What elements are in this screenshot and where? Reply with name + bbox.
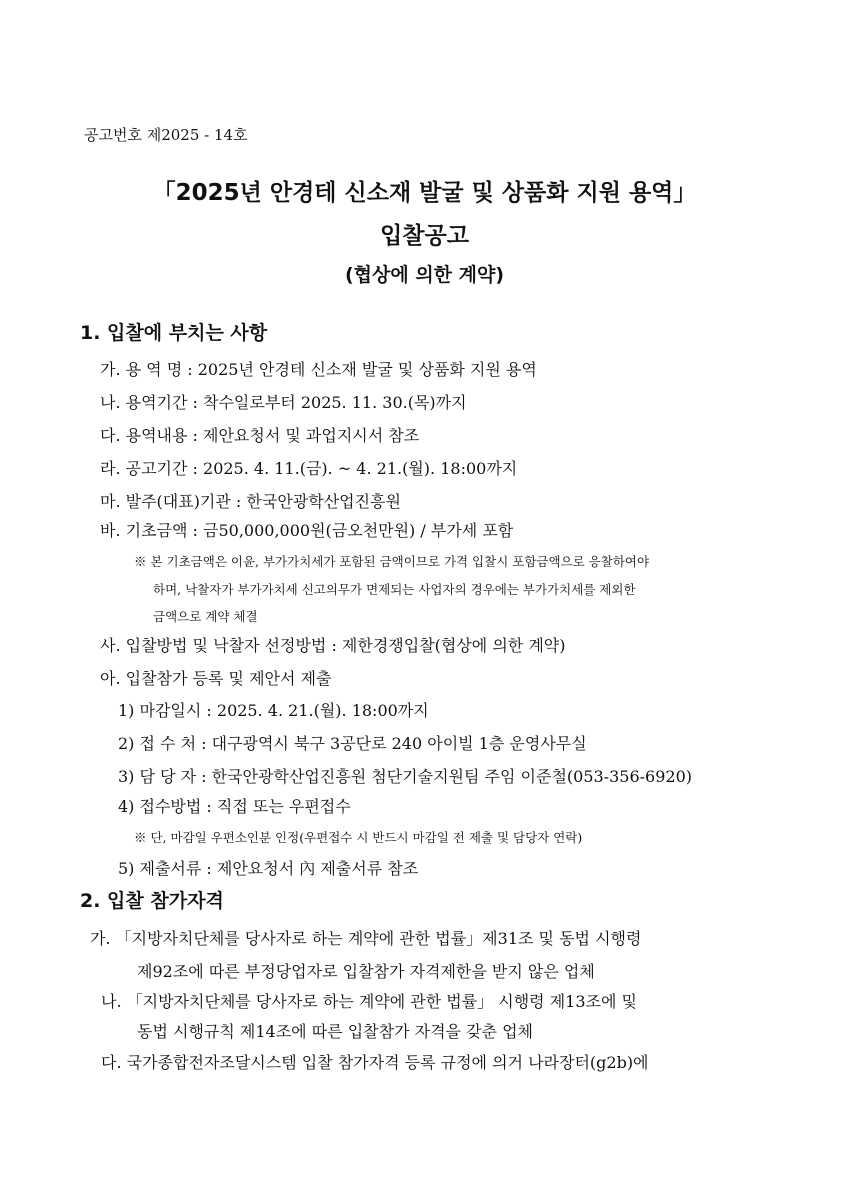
registration-method: 4) 접수방법 : 직접 또는 우편접수 <box>118 797 351 816</box>
price-note-line-3: 금액으로 계약 체결 <box>153 609 258 624</box>
section-1-item-da: 다. 용역내용 : 제안요청서 및 과업지시서 참조 <box>100 426 420 445</box>
section-1-heading: 1. 입찰에 부치는 사항 <box>80 322 268 344</box>
section-1-item-sa: 사. 입찰방법 및 낙찰자 선정방법 : 제한경쟁입찰(협상에 의한 계약) <box>100 636 566 655</box>
section-2-heading: 2. 입찰 참가자격 <box>80 890 224 912</box>
section-1-item-ra: 라. 공고기간 : 2025. 4. 11.(금). ~ 4. 21.(월). 18:00까지 <box>100 459 518 478</box>
registration-documents: 5) 제출서류 : 제안요청서 內 제출서류 참조 <box>118 859 419 878</box>
qualification-ga-line-1: 가. 「지방자치단체를 당사자로 하는 계약에 관한 법률」제31조 및 동법 시행령 <box>90 929 642 948</box>
title-line-1: 「2025년 안경테 신소재 발굴 및 상품화 지원 용역」 <box>152 180 697 206</box>
qualification-da-line-1: 다. 국가종합전자조달시스템 입찰 참가자격 등록 규정에 의거 나라장터(g2b)에 <box>101 1053 649 1072</box>
registration-note: ※ 단, 마감일 우편소인분 인정(우편접수 시 반드시 마감일 전 제출 및 담당자 연락) <box>134 830 583 845</box>
qualification-na-line-2: 동법 시행규칙 제14조에 따른 입찰참가 자격을 갖춘 업체 <box>137 1022 533 1041</box>
price-note-line-1: ※ 본 기초금액은 이윤, 부가가치세가 포함된 금액이므로 가격 입찰시 포함금액으로 응찰하여야 <box>134 554 650 569</box>
registration-contact: 3) 담 당 자 : 한국안광학산업진흥원 첨단기술지원팀 주임 이준철(053-356-6920) <box>118 767 692 786</box>
section-1-item-ma: 마. 발주(대표)기관 : 한국안광학산업진흥원 <box>100 492 401 511</box>
section-1-item-ba: 바. 기초금액 : 금50,000,000원(금오천만원) / 부가세 포함 <box>100 521 514 540</box>
section-1-item-a: 아. 입찰참가 등록 및 제안서 제출 <box>100 669 332 688</box>
section-1-item-ga: 가. 용 역 명 : 2025년 안경테 신소재 발굴 및 상품화 지원 용역 <box>100 360 537 379</box>
qualification-na-line-1: 나. 「지방자치단체를 당사자로 하는 계약에 관한 법률」 시행령 제13조에 및 <box>101 992 637 1011</box>
title-line-2: 입찰공고 <box>380 223 469 249</box>
price-note-line-2: 하며, 낙찰자가 부가가치세 신고의무가 면제되는 사업자의 경우에는 부가가치세를 제외한 <box>153 582 636 597</box>
registration-deadline: 1) 마감일시 : 2025. 4. 21.(월). 18:00까지 <box>118 701 429 720</box>
notice-number: 공고번호 제2025 - 14호 <box>84 126 248 144</box>
title-line-3: (협상에 의한 계약) <box>344 264 505 286</box>
qualification-ga-line-2: 제92조에 따른 부정당업자로 입찰참가 자격제한을 받지 않은 업체 <box>137 962 595 981</box>
section-1-item-na: 나. 용역기간 : 착수일로부터 2025. 11. 30.(목)까지 <box>100 393 467 412</box>
registration-place: 2) 접 수 처 : 대구광역시 북구 3공단로 240 아이빌 1층 운영사무실 <box>118 734 587 753</box>
